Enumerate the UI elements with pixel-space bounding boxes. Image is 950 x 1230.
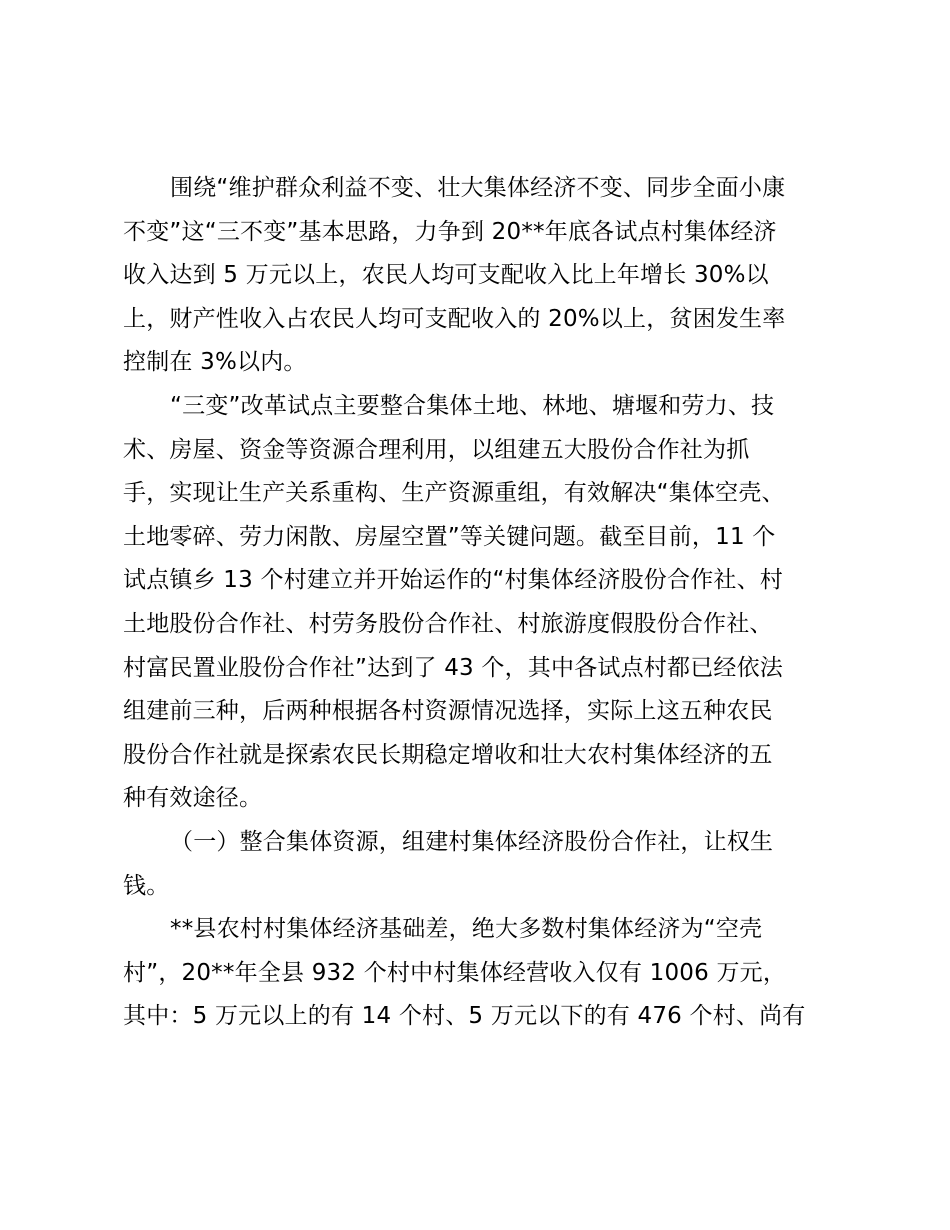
heading-line: （一）整合集体资源，组建村集体经济股份合作社，让权生 [170, 828, 774, 855]
paragraph-goals [123, 167, 835, 385]
text-line: 股份合作社就是探索农民长期稳定增收和壮大农村集体经济的五 [123, 741, 773, 768]
text-line: 土地股份合作社、村劳务股份合作社、村旅游度假股份合作社、 [123, 610, 773, 637]
paragraph-county [123, 908, 835, 1039]
text-line: 不变”这“三不变”基本思路，力争到 20**年底各试点村集体经济 [123, 218, 777, 245]
text-line: 村富民置业股份合作社”达到了 43 个，其中各试点村都已经依法 [123, 654, 784, 681]
heading-line: 钱。 [123, 872, 170, 899]
text-line: 村”，20**年全县 932 个村中村集体经营收入仅有 1006 万元， [123, 959, 787, 986]
text-line: 围绕“维护群众利益不变、壮大集体经济不变、同步全面小康 [170, 175, 786, 201]
text-line: 试点镇乡 13 个村建立并开始运作的“村集体经济股份合作社、村 [123, 567, 784, 594]
paragraph-reform [123, 385, 835, 821]
section-heading [123, 821, 835, 908]
text-line: 种有效途径。 [123, 785, 263, 812]
text-line: 控制在 3%以内。 [123, 349, 307, 376]
text-line: 上，财产性收入占农民人均可支配收入的 20%以上，贫困发生率 [123, 305, 786, 332]
text-line: 手，实现让生产关系重构、生产资源重组，有效解决“集体空壳、 [123, 480, 785, 507]
text-line: **县农村村集体经济基础差，绝大多数村集体经济为“空壳 [170, 916, 763, 943]
text-line: 收入达到 5 万元以上，农民人均可支配收入比上年增长 30%以 [123, 262, 769, 289]
document-body [123, 167, 835, 1039]
text-line: 组建前三种，后两种根据各村资源情况选择，实际上这五种农民 [123, 698, 773, 725]
text-line: 术、房屋、资金等资源合理利用，以组建五大股份合作社为抓 [123, 436, 750, 463]
text-line: 土地零碎、劳力闲散、房屋空置”等关键问题。截至目前，11 个 [123, 523, 776, 550]
text-line: 其中：5 万元以上的有 14 个村、5 万元以下的有 476 个村、尚有 [123, 1003, 806, 1030]
text-line: “三变”改革试点主要整合集体土地、林地、塘堰和劳力、技 [170, 392, 775, 419]
